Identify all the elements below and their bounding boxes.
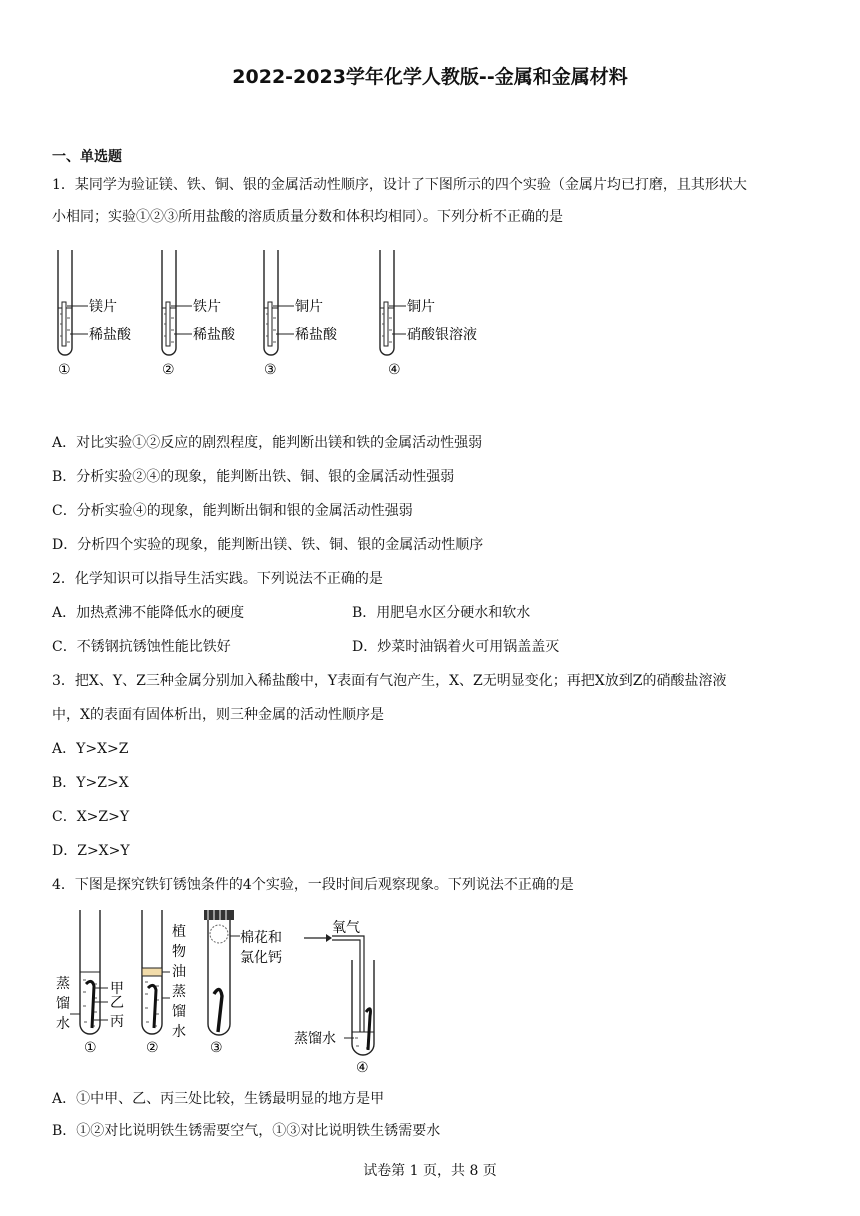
q4-t2-label-1: 植: [172, 924, 186, 940]
q1-t1-liquid: 稀盐酸: [89, 327, 131, 343]
q4-t4-num: ④: [356, 1060, 369, 1076]
q4-t2-num: ②: [146, 1040, 159, 1056]
q1-t3-metal: 铜片: [295, 299, 323, 315]
q3-option-a[interactable]: A．Y>X>Z: [52, 741, 129, 757]
page-title: 2022-2023学年化学人教版--金属和金属材料: [232, 66, 628, 88]
q3-stem-line2: 中，X的表面有固体析出，则三种金属的活动性顺序是: [52, 707, 384, 723]
q4-t1-side-2: 馏: [56, 996, 70, 1012]
q4-t1-label-jia: 甲: [110, 981, 124, 997]
q3-option-c[interactable]: C．X>Z>Y: [52, 809, 130, 825]
metal-strip-icon: [166, 302, 170, 346]
q4-t4-water: 蒸馏水: [294, 1031, 336, 1047]
q4-option-a[interactable]: A．①中甲、乙、丙三处比较，生锈最明显的地方是甲: [52, 1091, 385, 1107]
q1-tube-4: [380, 250, 477, 378]
q1-t1-metal: 镁片: [89, 299, 117, 315]
q4-tube-3: [204, 910, 282, 1056]
q1-t1-num: ①: [58, 362, 71, 378]
q1-option-a[interactable]: A．对比实验①②反应的剧烈程度，能判断出镁和铁的金属活动性强弱: [52, 435, 483, 451]
q2-stem: 2．化学知识可以指导生活实践。下列说法不正确的是: [52, 571, 383, 587]
q1-t2-num: ②: [162, 362, 175, 378]
q1-option-b[interactable]: B．分析实验②④的现象，能判断出铁、铜、银的金属活动性强弱: [52, 469, 455, 485]
oil-layer-icon: [142, 968, 162, 976]
q1-t4-liquid: 硝酸银溶液: [407, 327, 477, 343]
q1-figure: [50, 244, 510, 384]
q4-t1-label-yi: 乙: [110, 995, 124, 1011]
metal-strip-icon: [384, 302, 388, 346]
q2-option-a[interactable]: A．加热煮沸不能降低水的硬度: [52, 605, 245, 621]
q1-stem-line2: 小相同；实验①②③所用盐酸的溶质质量分数和体积均相同）。下列分析不正确的是: [52, 209, 563, 225]
q3-option-d[interactable]: D．Z>X>Y: [52, 843, 130, 859]
q4-tube-2: [142, 910, 186, 1056]
q4-tube-1: [56, 910, 124, 1056]
q4-t3-label-2: 氯化钙: [240, 950, 282, 966]
q2-option-d[interactable]: D．炒菜时油锅着火可用锅盖盖灭: [352, 639, 560, 655]
metal-strip-icon: [268, 302, 272, 346]
q1-stem-line1: 1．某同学为验证镁、铁、铜、银的金属活动性顺序，设计了下图所示的四个实验（金属片均已打磨，且其形状大: [52, 177, 747, 193]
q4-figure: [48, 908, 448, 1076]
q4-t1-side-3: 水: [56, 1016, 70, 1032]
q1-tube-2: [162, 250, 236, 378]
iron-nail-icon: [366, 1009, 371, 1050]
iron-nail-icon: [214, 989, 222, 1032]
section-heading: 一、单选题: [52, 149, 122, 165]
q4-tube-4: [294, 920, 374, 1076]
q4-t2-label-6: 水: [172, 1024, 186, 1040]
q4-option-b[interactable]: B．①②对比说明铁生锈需要空气，①③对比说明铁生锈需要水: [52, 1123, 441, 1139]
q4-t2-label-2: 物: [172, 944, 186, 960]
q3-option-b[interactable]: B．Y>Z>X: [52, 775, 129, 791]
q1-option-c[interactable]: C．分析实验④的现象，能判断出铜和银的金属活动性强弱: [52, 503, 413, 519]
q4-t3-label-1: 棉花和: [240, 930, 282, 946]
q4-t1-num: ①: [84, 1040, 97, 1056]
iron-nail-icon: [148, 985, 156, 1028]
q1-t2-metal: 铁片: [193, 299, 221, 315]
q3-stem-line1: 3．把X、Y、Z三种金属分别加入稀盐酸中，Y表面有气泡产生，X、Z无明显变化；再把X放到Z的硝酸盐溶液: [52, 673, 727, 689]
iron-nail-icon: [86, 981, 94, 1028]
q1-t2-liquid: 稀盐酸: [193, 327, 235, 343]
q4-t2-label-3: 油: [172, 964, 186, 980]
q2-option-c[interactable]: C．不锈钢抗锈蚀性能比铁好: [52, 639, 231, 655]
q4-t2-label-4: 蒸: [172, 984, 186, 1000]
q1-t4-num: ④: [388, 362, 401, 378]
metal-strip-icon: [62, 302, 66, 346]
q1-option-d[interactable]: D．分析四个实验的现象，能判断出镁、铁、铜、银的金属活动性顺序: [52, 537, 484, 553]
q1-t3-num: ③: [264, 362, 277, 378]
page-footer: 试卷第 1 页，共 8 页: [363, 1163, 497, 1179]
q4-t3-num: ③: [210, 1040, 223, 1056]
q1-t3-liquid: 稀盐酸: [295, 327, 337, 343]
q4-t4-gas: 氧气: [332, 920, 360, 936]
q4-t2-label-5: 馏: [172, 1004, 186, 1020]
cotton-icon: [210, 925, 228, 943]
q2-option-b[interactable]: B．用肥皂水区分硬水和软水: [352, 605, 531, 621]
q4-t1-side-1: 蒸: [56, 976, 70, 992]
q4-stem: 4．下图是探究铁钉锈蚀条件的4个实验，一段时间后观察现象。下列说法不正确的是: [52, 877, 574, 893]
q4-t1-label-bing: 丙: [110, 1014, 124, 1030]
q1-tube-3: [264, 250, 338, 378]
q1-tube-1: [58, 250, 132, 378]
q1-t4-metal: 铜片: [407, 299, 435, 315]
